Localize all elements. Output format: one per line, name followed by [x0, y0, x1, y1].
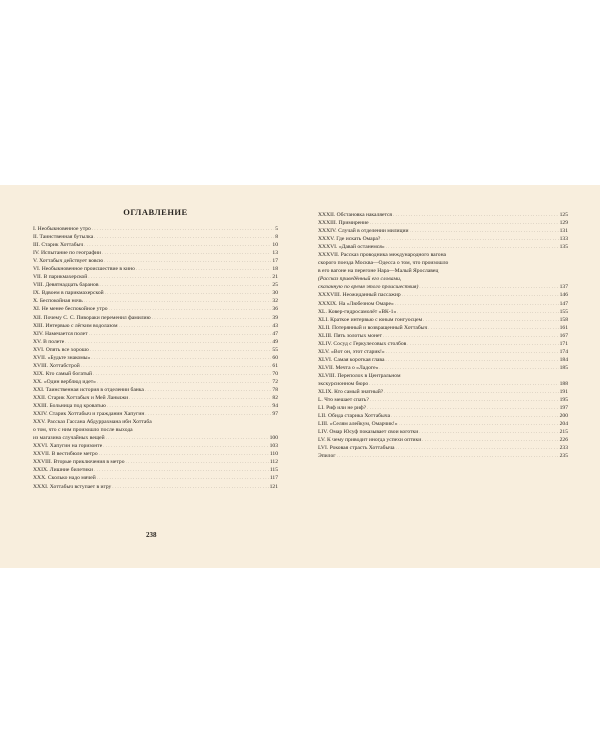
- toc-entry: [33, 466, 278, 474]
- toc-entry-title: XXXI. Хоттабыч вступает в игру: [33, 483, 112, 490]
- toc-entry: [33, 450, 278, 458]
- toc-leader-dots: [396, 444, 559, 452]
- toc-entry-page: 184: [559, 356, 568, 363]
- toc-entry-line: о том, что с ним произошло после выхода: [33, 427, 133, 434]
- toc-right-column: [318, 211, 568, 460]
- toc-entry: [318, 436, 568, 444]
- toc-entry-title: Эпилог: [318, 453, 336, 460]
- toc-entry-page: 8: [275, 234, 278, 241]
- toc-entry: [33, 314, 278, 322]
- toc-leader-dots: [97, 474, 269, 482]
- toc-entry: [318, 452, 568, 460]
- toc-leader-dots: [88, 273, 271, 281]
- toc-entry-line: (Рассказ приведённый его словами,: [318, 276, 402, 283]
- toc-entry-title: XV. В полете: [33, 338, 65, 345]
- toc-leader-dots: [386, 348, 559, 356]
- toc-leader-dots: [419, 283, 558, 291]
- toc-leader-dots: [102, 249, 271, 257]
- toc-entry-title: XXI. Таинственная история в отделении банка: [33, 386, 144, 393]
- toc-entry-title: V. Хоттабыч действует вовсю: [33, 258, 104, 265]
- toc-entry-page: 103: [269, 443, 278, 450]
- toc-entry-title: IV. Испытание по географии: [33, 250, 101, 257]
- toc-entry: [318, 316, 568, 324]
- toc-leader-dots: [384, 388, 558, 396]
- toc-leader-dots: [97, 378, 271, 386]
- toc-leader-dots: [410, 227, 559, 235]
- toc-entry-page: 133: [559, 236, 568, 243]
- toc-entry: [33, 241, 278, 249]
- toc-leader-dots: [107, 402, 272, 410]
- toc-leader-dots: [370, 396, 559, 404]
- toc-entry-title: LI. Риф или не риф?: [318, 405, 367, 412]
- toc-entry-page: 115: [269, 467, 278, 474]
- toc-entry-page: 30: [272, 290, 278, 297]
- toc-entry-page: 25: [272, 282, 278, 289]
- toc-leader-dots: [397, 308, 558, 316]
- toc-entry: [318, 364, 568, 372]
- toc-left-list: [33, 225, 278, 491]
- toc-entry: [33, 330, 278, 338]
- toc-leader-dots: [383, 332, 559, 340]
- toc-entry: [33, 225, 278, 233]
- toc-entry: [33, 483, 278, 491]
- toc-leader-dots: [385, 356, 558, 364]
- toc-entry: [318, 388, 568, 396]
- toc-entry-title: L. Что мешает спать?: [318, 397, 369, 404]
- toc-entry-page: 135: [559, 244, 568, 251]
- toc-entry-title: LVI. Роковая страсть Хоттабыча: [318, 445, 395, 452]
- toc-entry: [318, 227, 568, 235]
- toc-entry-page: 10: [272, 242, 278, 249]
- toc-entry-page: 215: [559, 429, 568, 436]
- toc-entry-page: 137: [559, 284, 568, 291]
- toc-entry-title: XXIII. Больница под кроватью: [33, 403, 106, 410]
- toc-entry-title: XLII. Потерянный и возвращенный Хоттабыч: [318, 324, 428, 331]
- toc-entry-page: 94: [272, 403, 278, 410]
- toc-entry-page: 146: [559, 292, 568, 299]
- toc-entry-line: скорого поезда Москва—Одесса о том, что произошло: [318, 260, 449, 267]
- toc-entry: [318, 308, 568, 316]
- toc-entry-page: 131: [559, 228, 568, 235]
- toc-entry: [318, 283, 568, 291]
- toc-leader-dots: [99, 281, 271, 289]
- toc-entry: [318, 211, 568, 219]
- toc-entry-title: XXVIII. Вторые приключения в метро: [33, 459, 125, 466]
- toc-entry-page: 82: [272, 394, 278, 401]
- toc-entry-page: 21: [272, 274, 278, 281]
- toc-entry-title: I. Необыкновенное утро: [33, 226, 91, 232]
- toc-entry: [318, 356, 568, 364]
- toc-entry: [33, 378, 278, 386]
- toc-entry-page: 39: [272, 314, 278, 321]
- toc-leader-dots: [391, 412, 559, 420]
- toc-leader-dots: [109, 305, 272, 313]
- toc-entry-line: в его вагоне на перегоне Нара—Малый Ярославец: [318, 268, 439, 275]
- toc-entry-page: 110: [269, 451, 278, 458]
- toc-entry-page: 188: [559, 380, 568, 387]
- toc-leader-dots: [399, 420, 559, 428]
- toc-entry-title: II. Таинственная бутылка: [33, 234, 94, 241]
- toc-entry: [318, 348, 568, 356]
- toc-entry: [33, 394, 278, 402]
- toc-leader-dots: [104, 257, 271, 265]
- toc-left-column: [33, 211, 278, 491]
- toc-entry-page: 233: [559, 445, 568, 452]
- toc-entry-title: XXIV. Старик Хоттабыч и гражданин Хапугин: [33, 411, 145, 418]
- toc-entry-page: 171: [559, 340, 568, 347]
- toc-entry-title: LIII. «Селям алейкум, Омарчик!»: [318, 421, 398, 428]
- toc-entry: [33, 434, 278, 442]
- toc-entry: [33, 346, 278, 354]
- toc-leader-dots: [91, 354, 271, 362]
- toc-entry-title: XXXII. Обстановка накаляется: [318, 212, 393, 218]
- toc-entry-title: LII. Обида старика Хоттабыча: [318, 413, 391, 420]
- toc-entry: [33, 354, 278, 362]
- toc-entry-page: 235: [559, 453, 568, 460]
- toc-leader-dots: [126, 458, 269, 466]
- page-number: 238: [146, 531, 157, 539]
- toc-leader-dots: [422, 436, 558, 444]
- toc-entry-page: 200: [559, 413, 568, 420]
- toc-entry: [33, 281, 278, 289]
- toc-entry-title: IX. Вдвоем в парикмахерской: [33, 290, 104, 297]
- toc-entry: [318, 235, 568, 243]
- toc-leader-dots: [106, 434, 269, 442]
- toc-leader-dots: [129, 394, 271, 402]
- toc-entry: [318, 324, 568, 332]
- toc-entry-page: 158: [559, 316, 568, 323]
- toc-entry: [318, 420, 568, 428]
- toc-entry-title: XLI. Краткое интервью с юным гонгуосцем: [318, 316, 423, 323]
- toc-entry-title: XLV. «Вот он, этот старик!»: [318, 348, 385, 355]
- toc-leader-dots: [136, 265, 271, 273]
- toc-entry-page: 70: [272, 370, 278, 377]
- toc-entry: [318, 219, 568, 227]
- toc-entry-page: 195: [559, 397, 568, 404]
- toc-entry: [318, 380, 568, 388]
- toc-entry-title: X. Беспокойная ночь: [33, 298, 83, 305]
- toc-entry-page: 155: [559, 308, 568, 315]
- toc-leader-dots: [386, 243, 559, 251]
- toc-entry-page: 197: [559, 405, 568, 412]
- toc-leader-dots: [145, 386, 272, 394]
- toc-leader-dots: [84, 297, 272, 305]
- toc-entry: [33, 338, 278, 346]
- toc-entry-title: XXVII. В вестибюле метро: [33, 451, 98, 458]
- toc-entry-title: XXIX. Лишние билетики: [33, 467, 94, 474]
- toc-entry-page: 72: [272, 378, 278, 385]
- toc-entry-title: XIV. Намечается полет: [33, 330, 88, 337]
- toc-entry-title: XXXIX. На «Любезном Омаре»: [318, 300, 394, 307]
- toc-entry: [33, 370, 278, 378]
- toc-entry-page: 97: [272, 411, 278, 418]
- toc-entry: [318, 428, 568, 436]
- toc-leader-dots: [145, 410, 271, 418]
- toc-entry-title: XL. Ковер-гидросамолёт «ВК-1»: [318, 308, 397, 315]
- toc-leader-dots: [370, 219, 559, 227]
- toc-entry-title: XIX. Кто самый богатый: [33, 370, 93, 377]
- toc-leader-dots: [99, 450, 269, 458]
- toc-entry-title: LV. К чему приводит иногда успехи оптики: [318, 437, 422, 444]
- toc-entry-title: XXXV. Где искать Омара?: [318, 236, 381, 243]
- toc-entry-page: 112: [269, 459, 278, 466]
- toc-entry-page: 55: [272, 346, 278, 353]
- toc-leader-dots: [407, 340, 558, 348]
- toc-entry-title: XVI. Опять все хорошо: [33, 346, 89, 353]
- toc-leader-dots: [92, 225, 274, 233]
- toc-entry-title: VIII. Девятнадцать баранов: [33, 282, 99, 289]
- toc-entry-page: 61: [272, 362, 278, 369]
- toc-right-list: [318, 211, 568, 460]
- toc-leader-dots: [393, 211, 559, 219]
- toc-entry-title: XXVI. Хапугин на горизонте: [33, 443, 103, 450]
- toc-leader-dots: [152, 314, 272, 322]
- toc-entry: [33, 297, 278, 305]
- toc-entry: [318, 444, 568, 452]
- toc-leader-dots: [369, 380, 558, 388]
- toc-entry-title: XXXVI. «Давай останемся»: [318, 244, 385, 251]
- toc-entry-title: XXXIV. Случай в отделении милиции: [318, 228, 409, 235]
- toc-entry: [33, 265, 278, 273]
- toc-entry-title: XLIII. Пять золотых монет: [318, 332, 382, 339]
- toc-entry: [318, 404, 568, 412]
- toc-entry-page: 125: [559, 212, 568, 218]
- toc-entry: [318, 412, 568, 420]
- toc-entry: [33, 273, 278, 281]
- toc-entry: [33, 402, 278, 410]
- toc-entry-title: XVII. «Будьте знакомы»: [33, 354, 91, 361]
- toc-entry: [33, 386, 278, 394]
- toc-entry-page: 49: [272, 338, 278, 345]
- toc-entry-page: 204: [559, 421, 568, 428]
- toc-entry-title: LIV. Омар Юсуф показывает свои коготки: [318, 429, 419, 436]
- toc-entry: [33, 474, 278, 482]
- toc-leader-dots: [419, 428, 558, 436]
- toc-entry-title: XXXVIII. Неожиданный пассажир: [318, 292, 401, 299]
- toc-entry: [33, 322, 278, 330]
- toc-leader-dots: [103, 442, 268, 450]
- toc-entry-title: XLIX. Кто самый знатный?: [318, 389, 384, 396]
- toc-entry: [318, 340, 568, 348]
- toc-entry: [33, 289, 278, 297]
- toc-entry-title: VI. Необыкновенное происшествие в кино: [33, 266, 135, 273]
- toc-entry-page: 147: [559, 300, 568, 307]
- toc-leader-dots: [395, 300, 559, 308]
- toc-entry-page: 129: [559, 220, 568, 227]
- toc-leader-dots: [337, 452, 559, 460]
- toc-entry: [33, 305, 278, 313]
- toc-entry-page: 78: [272, 386, 278, 393]
- toc-entry-title: XXXIII. Примирение: [318, 220, 369, 227]
- toc-entry-title: экскурсионном бюро: [318, 380, 369, 387]
- toc-entry-page: 17: [272, 258, 278, 265]
- toc-entry-page: 47: [272, 330, 278, 337]
- toc-leader-dots: [379, 364, 558, 372]
- toc-leader-dots: [105, 289, 272, 297]
- toc-entry: [33, 442, 278, 450]
- toc-entry-page: 226: [559, 437, 568, 444]
- toc-entry-title: XI. Не менее беспокойное утро: [33, 306, 108, 313]
- toc-entry: [318, 396, 568, 404]
- toc-entry: [33, 458, 278, 466]
- toc-entry-page: 18: [272, 266, 278, 273]
- toc-entry-title: XLVII. Мечта о «Ладоге»: [318, 364, 379, 371]
- toc-entry-page: 5: [275, 226, 278, 232]
- toc-entry: [33, 233, 278, 241]
- toc-entry: [33, 257, 278, 265]
- toc-entry-title: XLIV. Сосуд с Геркулесовых столбов: [318, 340, 407, 347]
- toc-entry-title: из магазина случайных вещей: [33, 435, 105, 442]
- toc-entry: [318, 332, 568, 340]
- toc-leader-dots: [367, 404, 558, 412]
- toc-entry-page: 43: [272, 322, 278, 329]
- toc-entry-title: XLVI. Самая короткая глава: [318, 356, 385, 363]
- toc-entry-page: 100: [269, 435, 278, 442]
- toc-entry-title: XVIII. Хоттабстрой: [33, 362, 80, 369]
- toc-entry-page: 32: [272, 298, 278, 305]
- toc-leader-dots: [381, 235, 558, 243]
- toc-entry-page: 185: [559, 364, 568, 371]
- toc-leader-dots: [119, 322, 272, 330]
- toc-leader-dots: [428, 324, 558, 332]
- toc-leader-dots: [94, 466, 269, 474]
- toc-entry-page: 60: [272, 354, 278, 361]
- toc-entry-title: III. Старик Хоттабыч: [33, 242, 84, 249]
- toc-entry-page: 174: [559, 348, 568, 355]
- toc-entry-title: VII. В парикмахерской: [33, 274, 88, 281]
- toc-entry-title: сказанную по время этого происшествия): [318, 284, 419, 291]
- toc-entry-title: XXII. Старик Хоттабыч и Мей Ланьчжи: [33, 394, 129, 401]
- toc-entry: [33, 410, 278, 418]
- toc-entry: [33, 362, 278, 370]
- toc-entry: [318, 243, 568, 251]
- toc-entry-page: 161: [559, 324, 568, 331]
- toc-leader-dots: [84, 241, 271, 249]
- toc-entry-page: 36: [272, 306, 278, 313]
- toc-entry: [318, 291, 568, 299]
- toc-entry-page: 117: [269, 475, 278, 482]
- toc-leader-dots: [65, 338, 271, 346]
- toc-leader-dots: [423, 316, 558, 324]
- toc-leader-dots: [112, 483, 268, 491]
- toc-entry-page: 13: [272, 250, 278, 257]
- toc-entry-page: 191: [559, 389, 568, 396]
- toc-entry: [318, 300, 568, 308]
- toc-entry-title: XII. Почему С. С. Пивораки переменил фамилию: [33, 314, 151, 321]
- toc-entry-title: XXX. Сколько надо мячей: [33, 475, 96, 482]
- toc-entry: [33, 249, 278, 257]
- toc-entry-line: XXXVII. Рассказ проводника международного вагона: [318, 252, 447, 259]
- toc-leader-dots: [93, 370, 271, 378]
- toc-leader-dots: [81, 362, 272, 370]
- toc-title: ОГЛАВЛЕНИЕ: [123, 207, 188, 217]
- toc-entry-page: 167: [559, 332, 568, 339]
- toc-entry-title: XX. «Один верблюд идет»: [33, 378, 96, 385]
- toc-leader-dots: [89, 330, 272, 338]
- toc-entry-line: XXV. Рассказ Гассана Абдуррахмана ибн Хоттаба: [33, 419, 152, 426]
- toc-leader-dots: [94, 233, 274, 241]
- toc-entry-page: 121: [269, 483, 278, 490]
- toc-leader-dots: [90, 346, 272, 354]
- toc-entry-line: XLVIII. Переполох в Центральном: [318, 372, 401, 379]
- toc-entry-title: XIII. Интервью с лёгким водолазом: [33, 322, 118, 329]
- toc-leader-dots: [402, 291, 559, 299]
